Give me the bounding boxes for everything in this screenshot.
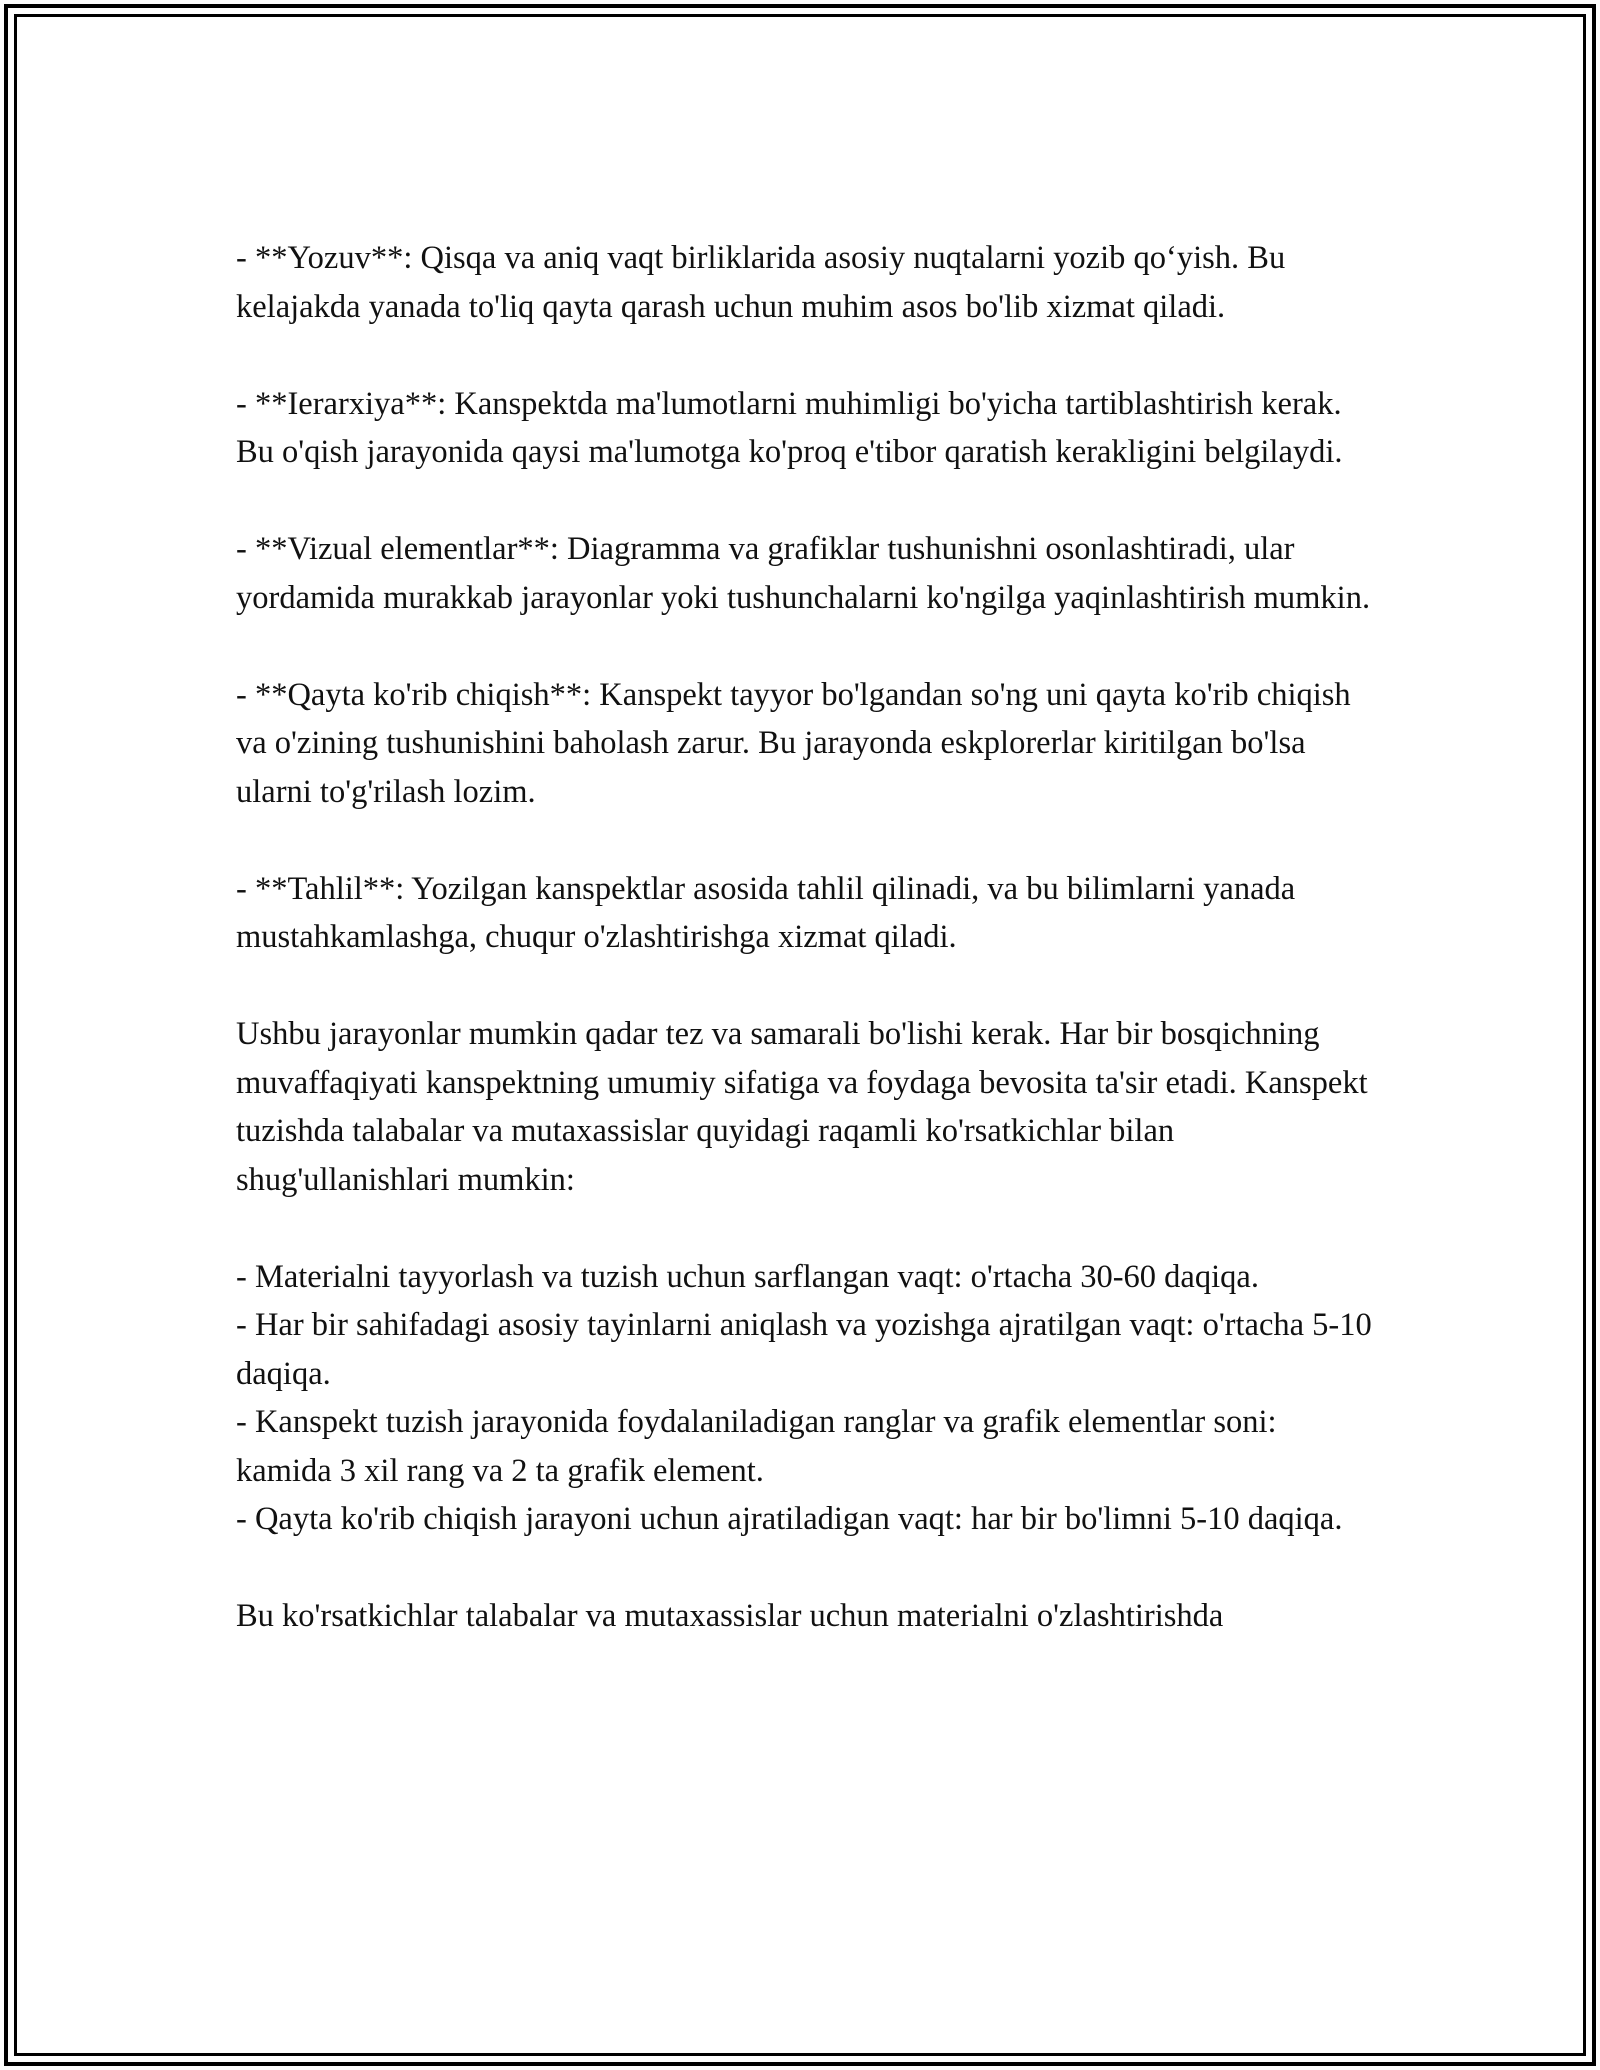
paragraph-text: - **Vizual elementlar**: Diagramma va grafiklar tushunishni osonlashtiradi, ular yordamida murakkab jarayonlar yoki tushunchalarni ko'ngilga yaqinlashtirish mumkin. — [236, 531, 1371, 616]
paragraph-text: - **Ierarxiya**: Kanspektda ma'lumotlarni muhimligi bo'yicha tartiblashtirish kerak. Bu o'qish jarayonida qaysi ma'lumotga ko'proq e'tibor qaratish kerakligini belgilaydi. — [236, 385, 1343, 470]
paragraph-closing — [236, 1592, 1376, 1641]
metrics-list — [236, 1253, 1376, 1544]
paragraph-tahlil — [236, 865, 1376, 962]
paragraph-text: - **Yozuv**: Qisqa va aniq vaqt birliklarida asosiy nuqtalarni yozib qo‘yish. Bu kelajakda yanada to'liq qayta qarash uchun muhim asos bo'lib xizmat qiladi. — [236, 240, 1286, 325]
metric-item: - Har bir sahifadagi asosiy tayinlarni aniqlash va yozishga ajratilgan vaqt: o'rtacha 5-10 daqiqa. — [236, 1307, 1372, 1392]
paragraph-text: Ushbu jarayonlar mumkin qadar tez va samarali bo'lishi kerak. Har bir bosqichning muvaffaqiyati kanspektning umumiy sifatiga va foydaga bevosita ta'sir etadi. Kanspekt tuzishda talabalar va mutaxassislar quyidagi raqamli ko'rsatkichlar bilan shug'ullanishlari mumkin: — [236, 1016, 1368, 1198]
paragraph-text: - **Tahlil**: Yozilgan kanspektlar asosida tahlil qilinadi, va bu bilimlarni yanada mustahkamlashga, chuqur o'zlashtirishga xizmat qiladi. — [236, 870, 1296, 955]
paragraph-text: Bu ko'rsatkichlar talabalar va mutaxassislar uchun materialni o'zlashtirishda — [236, 1598, 1224, 1634]
paragraph-qayta-korib-chiqish — [236, 671, 1376, 817]
metric-item: - Qayta ko'rib chiqish jarayoni uchun ajratiladigan vaqt: har bir bo'limni 5-10 daqiqa. — [236, 1501, 1343, 1537]
paragraph-text: - **Qayta ko'rib chiqish**: Kanspekt tayyor bo'lgandan so'ng uni qayta ko'rib chiqish va o'zining tushunishini baholash zarur. Bu jarayonda eskplorerlar kiritilgan bo'lsa ularni to'g'rilash lozim. — [236, 676, 1351, 810]
paragraph-ierarxiya — [236, 380, 1376, 477]
paragraph-vizual-elementlar — [236, 525, 1376, 622]
paragraph-yozuv — [236, 234, 1376, 331]
metric-item: - Materialni tayyorlash va tuzish uchun sarflangan vaqt: o'rtacha 30-60 daqiqa. — [236, 1258, 1259, 1295]
document-body — [236, 234, 1376, 1689]
metric-item: - Kanspekt tuzish jarayonida foydalaniladigan ranglar va grafik elementlar soni: kamida 3 xil rang va 2 ta grafik element. — [236, 1404, 1277, 1489]
paragraph-summary — [236, 1010, 1376, 1204]
